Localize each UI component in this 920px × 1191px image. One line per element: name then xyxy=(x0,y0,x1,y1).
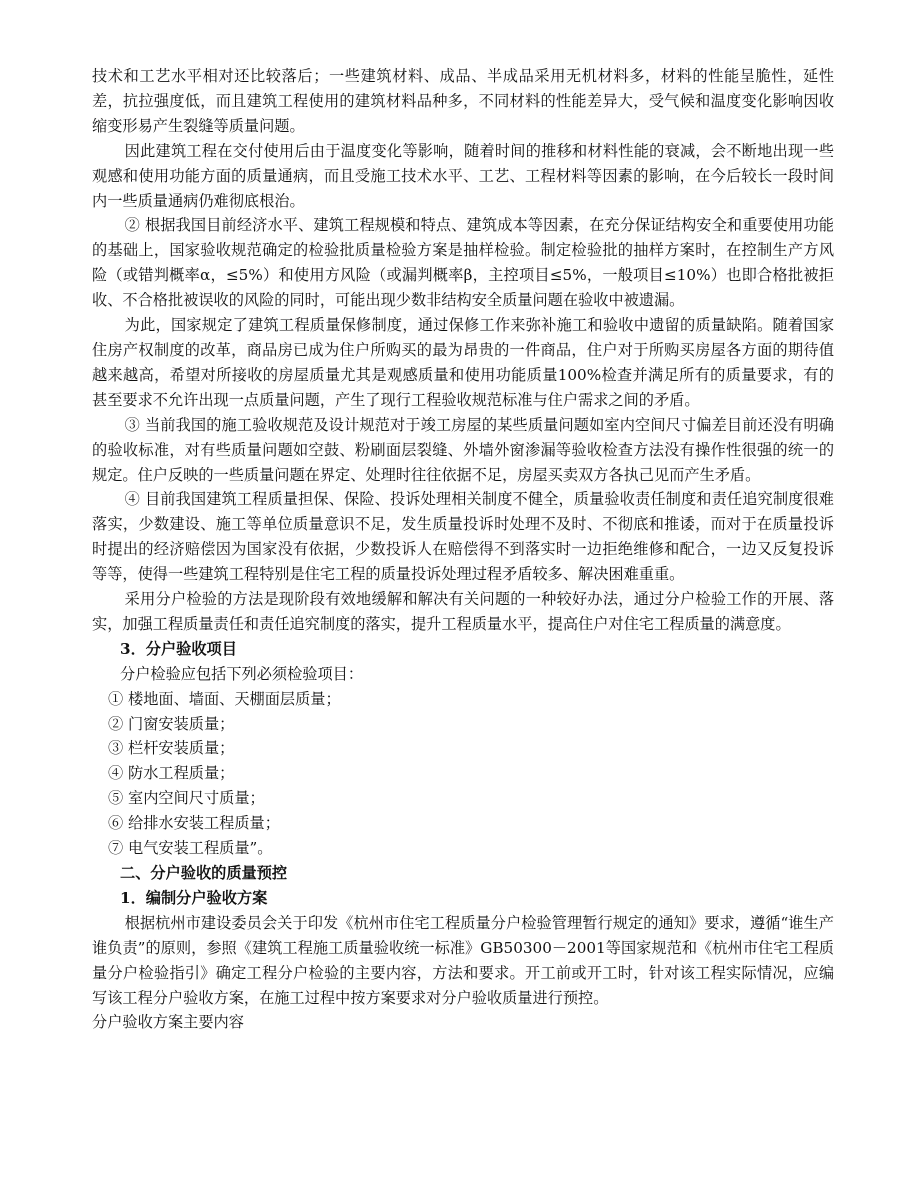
list-item: ③ 栏杆安装质量； xyxy=(108,739,235,758)
paragraph-warranty: 为此，国家规定了建筑工程质量保修制度，通过保修工作来弥补施工和验收中遗留的质量缺陷。随着国家住房产权制度的改革，商品房已成为住户所购买的最为昂贵的一件商品，住户对于所购买房屋各方面的期待值越来越高，希望对所接收的房屋质量尤其是观感质量和使用功能质量100%检查并满足所有的质量要求，有的甚至要求不允许出现一点质量问题，产生了现行工程验收规范标准与住户需求之间的矛盾。 xyxy=(92,316,834,409)
paragraph-conclusion: 采用分户检验的方法是现阶段有效地缓解和解决有关问题的一种较好办法，通过分户检验工作的开展、落实，加强工程质量责任和责任追究制度的落实，提升工程质量水平，提高住户对住宅工程质量的满意度。 xyxy=(92,590,834,633)
inspection-items-list xyxy=(92,687,834,861)
list-item: ④ 防水工程质量； xyxy=(108,764,235,783)
section-3-heading: 3．分户验收项目 xyxy=(120,639,237,658)
list-item: ① 楼地面、墙面、天棚面层质量； xyxy=(108,689,341,708)
paragraph-point-2: ② 根据我国目前经济水平、建筑工程规模和特点、建筑成本等因素，在充分保证结构安全和重要使用功能的基础上，国家验收规范确定的检验批质量检验方案是抽样检验。制定检验批的抽样方案时，在控制生产方风险（或错判概率α，≤5%）和使用方风险（或漏判概率β，主控项目≤5%，一般项目≤10%）也即合格批被拒收、不合格批被误收的风险的同时，可能出现少数非结构安全质量问题在验收中被遗漏。 xyxy=(92,216,834,310)
paragraph-point-4: ④ 目前我国建筑工程质量担保、保险、投诉处理相关制度不健全，质量验收责任制度和责任追究制度很难落实，少数建设、施工等单位质量意识不足，发生质量投诉时处理不及时、不彻底和推诿，而对于在质量投诉时提出的经济赔偿因为国家没有依据，少数投诉人在赔偿得不到落实时一边拒绝维修和配合，一边又反复投诉等等，使得一些建筑工程特别是住宅工程的质量投诉处理过程矛盾较多、解决困难重重。 xyxy=(92,490,834,584)
paragraph-acceptance-plan: 根据杭州市建设委员会关于印发《杭州市住宅工程质量分户检验管理暂行规定的通知》要求，遵循“谁生产谁负责”的原则，参照《建筑工程施工质量验收统一标准》GB50300－2001等国家规范和《杭州市住宅工程质量分户检验指引》确定工程分户检验的主要内容，方法和要求。开工前或开工时，针对该工程实际情况，应编写该工程分户验收方案，在施工过程中按方案要求对分户验收质量进行预控。 xyxy=(92,913,834,1007)
part-2-heading: 二、分户验收的质量预控 xyxy=(120,864,288,882)
subsection-1-heading: 1．编制分户验收方案 xyxy=(120,888,268,907)
last-line: 分户验收方案主要内容 xyxy=(92,1013,244,1032)
section-3-lead: 分户检验应包括下列必须检验项目： xyxy=(120,664,363,683)
list-item: ⑤ 室内空间尺寸质量； xyxy=(108,789,265,808)
list-item: ⑦ 电气安装工程质量”。 xyxy=(108,839,273,858)
list-item: ② 门窗安装质量； xyxy=(108,714,235,733)
paragraph-point-3: ③ 当前我国的施工验收规范及设计规范对于竣工房屋的某些质量问题如室内空间尺寸偏差目前还没有明确的验收标准，对有些质量问题如空鼓、粉刷面层裂缝、外墙外窗渗漏等验收检查方法没有操作性很强的统一的规定。住户反映的一些质量问题在界定、处理时往往依据不足，房屋买卖双方各执己见而产生矛盾。 xyxy=(92,415,834,484)
paragraph-material-issues: 技术和工艺水平相对还比较落后；一些建筑材料、成品、半成品采用无机材料多，材料的性能呈脆性，延性差，抗拉强度低，而且建筑工程使用的建筑材料品种多，不同材料的性能差异大，受气候和温度变化影响因收缩变形易产生裂缝等质量问题。 xyxy=(92,67,834,135)
list-item: ⑥ 给排水安装工程质量； xyxy=(108,814,280,833)
paragraph-quality-defects: 因此建筑工程在交付使用后由于温度变化等影响，随着时间的推移和材料性能的衰减，会不断地出现一些观感和使用功能方面的质量通病，而且受施工技术水平、工艺、工程材料等因素的影响，在今后较长一段时间内一些质量通病仍难彻底根治。 xyxy=(92,141,834,210)
